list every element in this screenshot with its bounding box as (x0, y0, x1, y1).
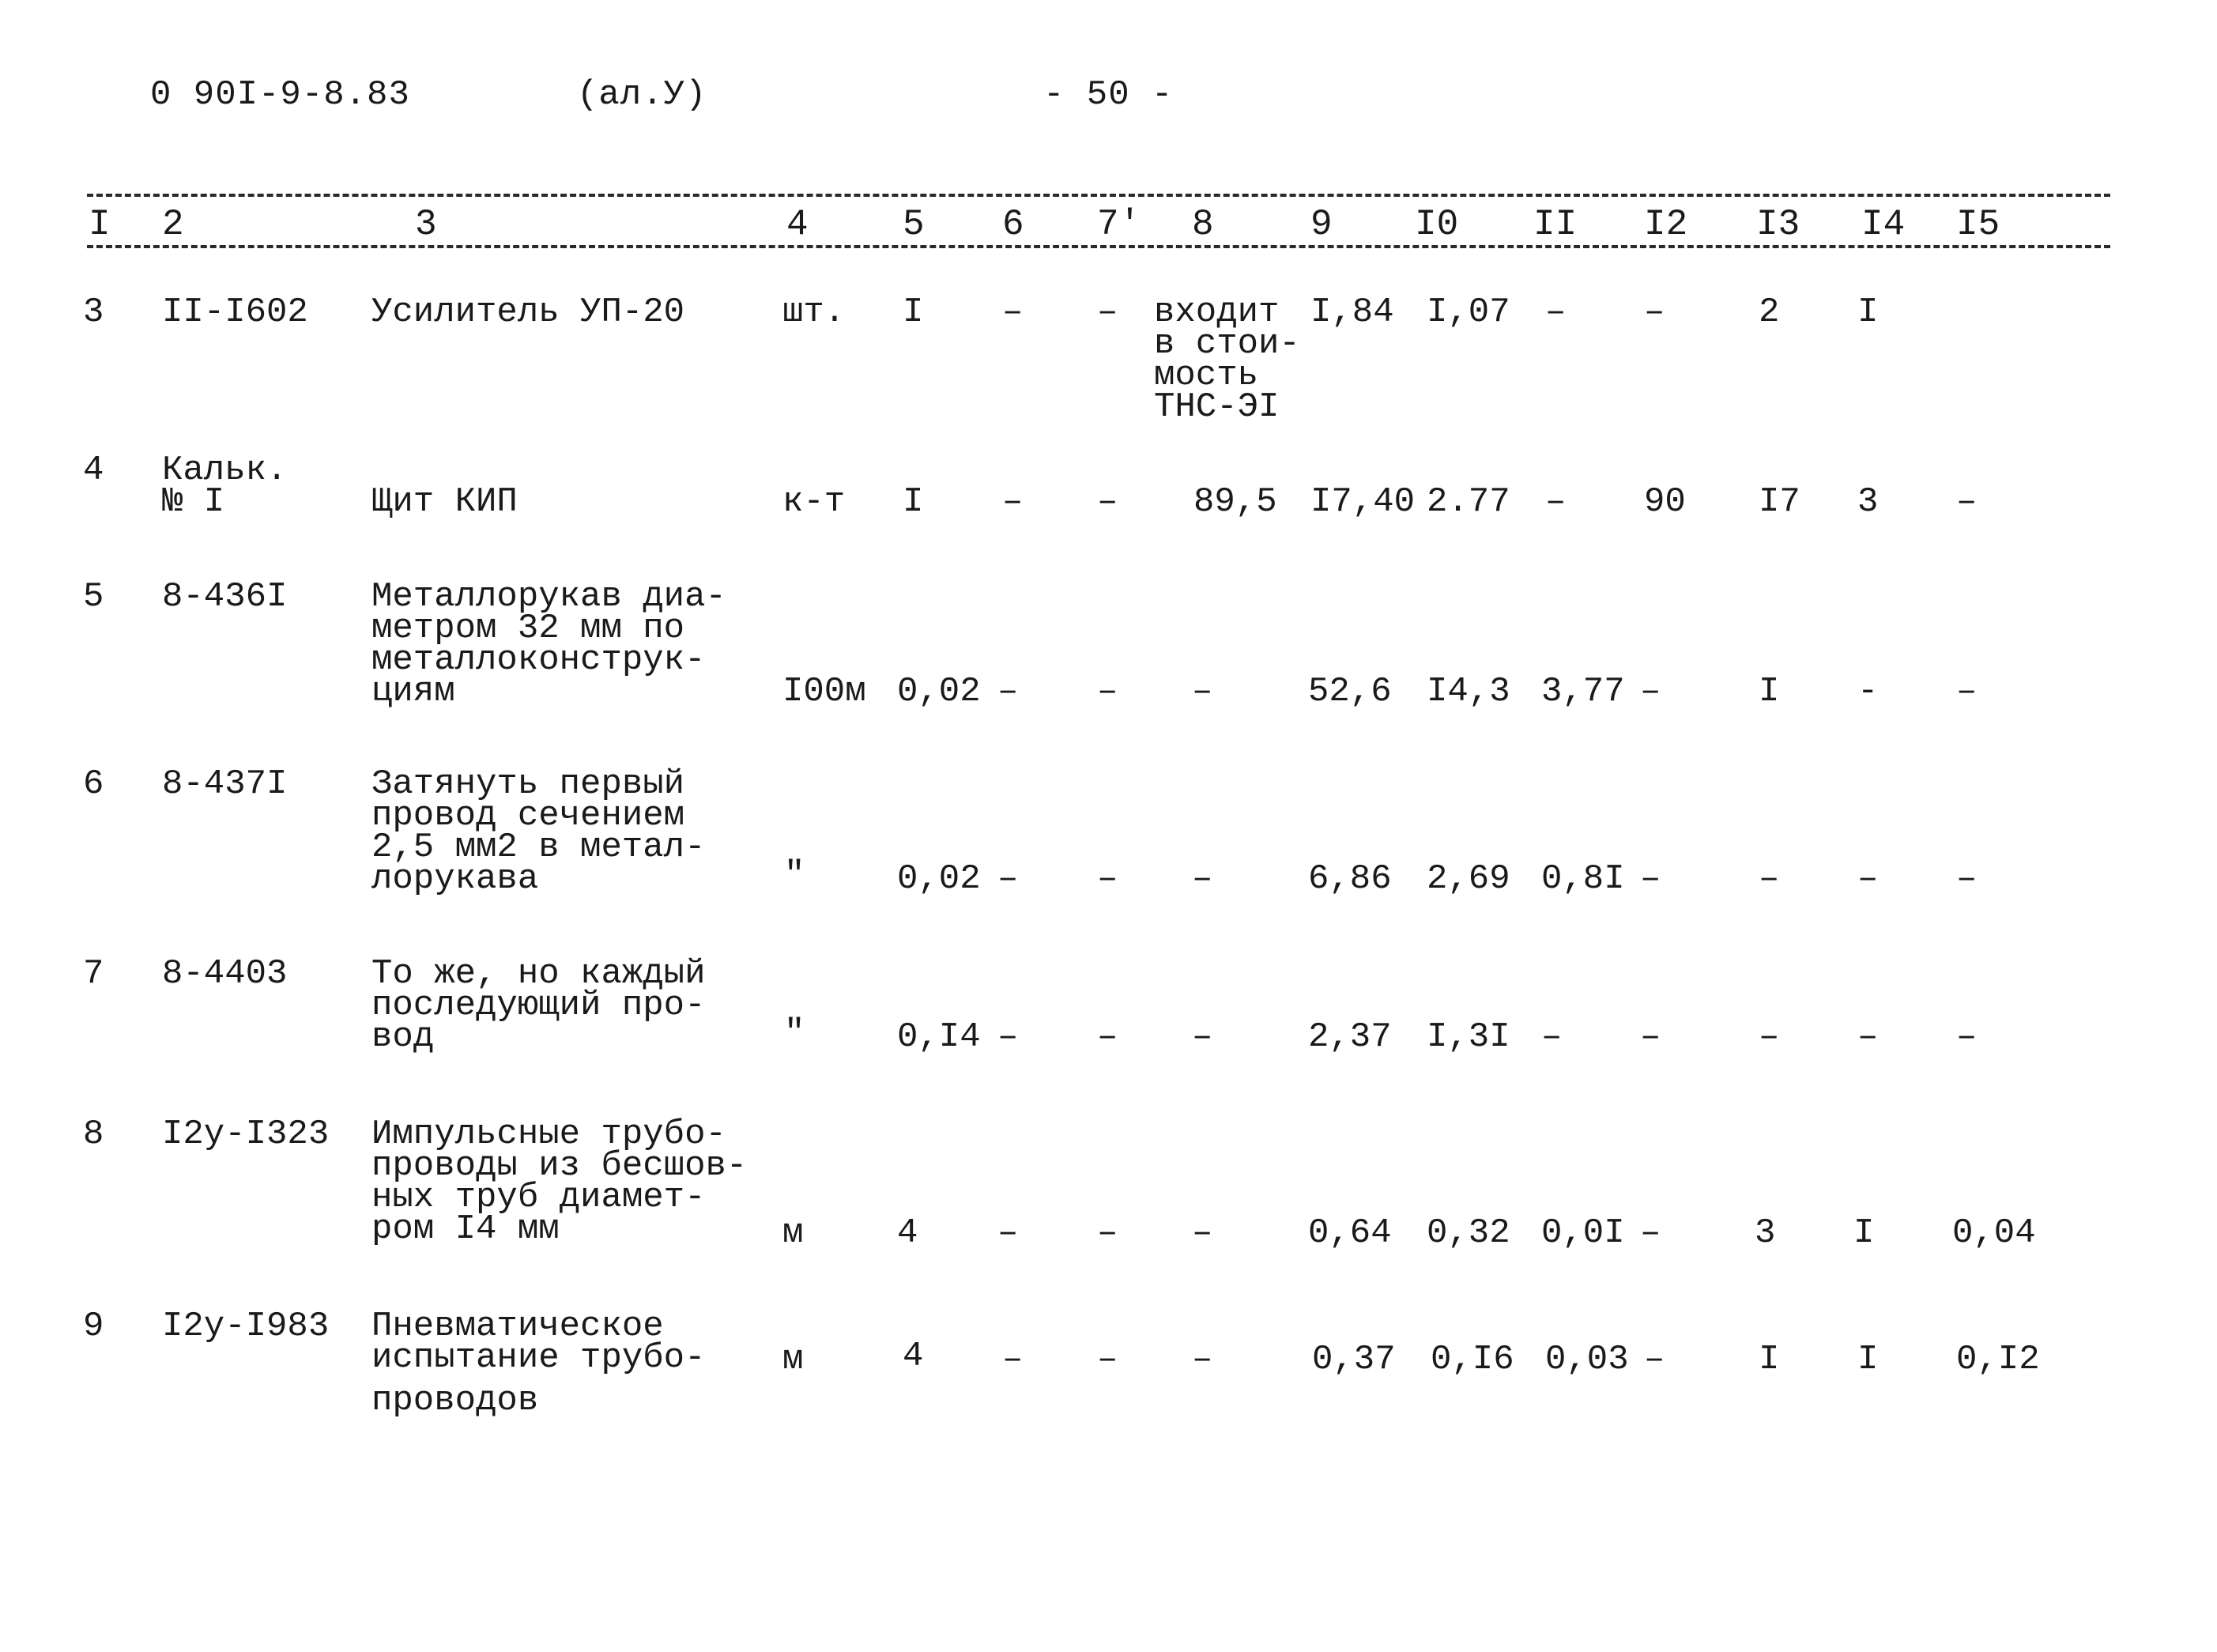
work-description (371, 764, 706, 899)
description-line: проводов (371, 1381, 539, 1420)
col12-value: – (1644, 292, 1665, 332)
col8-value (1154, 292, 1300, 427)
description-line: Металлорукав диа- (371, 577, 726, 617)
col14-value: – (1857, 1017, 1879, 1057)
work-description (371, 954, 706, 1057)
unit: шт. (782, 292, 846, 332)
col14-value: 3 (1857, 482, 1879, 522)
norm-code (162, 1115, 330, 1154)
quantity: 0,I4 (897, 1017, 981, 1057)
col14-value: I (1857, 292, 1879, 332)
description-line: проводы из бесшов- (371, 1146, 748, 1186)
work-description (371, 1115, 748, 1249)
col8-value (1192, 1017, 1213, 1057)
col8-line: – (1192, 859, 1213, 899)
col14-value: - (1857, 672, 1879, 711)
col8-value (1192, 859, 1213, 899)
col10-value: 2.77 (1427, 482, 1510, 522)
column-header: I3 (1756, 204, 1800, 245)
col7-value: – (1097, 482, 1118, 522)
col8-line: в стои- (1154, 324, 1300, 364)
unit: м (782, 1340, 804, 1379)
column-header: 6 (1002, 204, 1024, 245)
col14-value: I (1853, 1213, 1875, 1253)
col10-value: I4,3 (1427, 672, 1510, 711)
unit: " (784, 855, 805, 895)
col8-line: – (1192, 1017, 1213, 1057)
norm-code-line: 8-4403 (162, 954, 288, 994)
column-header: I5 (1956, 204, 2000, 245)
col9-value: 6,86 (1308, 859, 1392, 899)
column-header: 5 (903, 204, 925, 245)
col13-value: I7 (1759, 482, 1800, 522)
description-line: циям (371, 672, 455, 711)
column-header: I0 (1415, 204, 1459, 245)
row-number: 8 (83, 1115, 104, 1154)
quantity: I (903, 482, 924, 522)
col6-value: – (1002, 292, 1024, 332)
col8-line: 89,5 (1193, 482, 1277, 522)
work-description (371, 292, 685, 332)
document-code: 0 90I-9-8.83 (150, 75, 410, 115)
description-line: Пневматическое (371, 1307, 664, 1346)
description-line: Усилитель УП-20 (371, 292, 685, 332)
page-number: - 50 - (1043, 75, 1174, 115)
col6-value: – (997, 672, 1019, 711)
col7-value: – (1097, 1213, 1118, 1253)
quantity: 0,02 (897, 859, 981, 899)
col6-value: – (1002, 482, 1024, 522)
row-number: 4 (83, 451, 104, 490)
col7-value: – (1097, 292, 1118, 332)
row-number: 9 (83, 1307, 104, 1346)
col8-value (1192, 1340, 1213, 1379)
col8-value (1193, 482, 1277, 522)
unit: м (782, 1213, 804, 1253)
col12-value: – (1640, 1213, 1661, 1253)
col8-line: – (1192, 1340, 1213, 1379)
column-header: 3 (415, 204, 437, 245)
col6-value: – (997, 1213, 1019, 1253)
description-line: испытание трубо- (371, 1338, 706, 1378)
row-number: 7 (83, 954, 104, 994)
col11-value: – (1545, 482, 1567, 522)
norm-code-line: I2у-I323 (162, 1115, 330, 1154)
col11-value: – (1541, 1017, 1563, 1057)
norm-code-line: 8-436I (162, 577, 288, 617)
norm-code (162, 577, 288, 617)
col11-value: 0,03 (1545, 1340, 1629, 1379)
column-header: 2 (162, 204, 184, 245)
col15-value: – (1956, 1017, 1978, 1057)
description-line: То же, но каждый (371, 954, 706, 994)
col8-value (1192, 672, 1213, 711)
description-line: провод сечением (371, 796, 685, 835)
col8-line: – (1192, 672, 1213, 711)
col7-value: – (1097, 859, 1118, 899)
norm-code (162, 451, 288, 522)
quantity: I (903, 292, 924, 332)
quantity: 4 (897, 1213, 918, 1253)
column-header: I4 (1861, 204, 1906, 245)
col13-value: – (1759, 859, 1780, 899)
unit: к-т (782, 482, 846, 522)
description-line: ром I4 мм (371, 1209, 560, 1249)
description-line: Импульсные трубо- (371, 1115, 726, 1154)
col10-value: I,3I (1427, 1017, 1510, 1057)
row-number: 3 (83, 292, 104, 332)
col15-value: 0,I2 (1956, 1340, 2040, 1379)
col12-value: 90 (1644, 482, 1686, 522)
col11-value: 0,0I (1541, 1213, 1625, 1253)
col7-value: – (1097, 1017, 1118, 1057)
row-number: 6 (83, 764, 104, 804)
description-line: металлоконструк- (371, 640, 706, 680)
col12-value: – (1640, 859, 1661, 899)
description-line: последующий про- (371, 986, 706, 1025)
col9-value: I7,40 (1310, 482, 1416, 522)
col14-value: – (1857, 859, 1879, 899)
col12-value: – (1640, 1017, 1661, 1057)
column-header: 9 (1310, 204, 1333, 245)
quantity: 4 (903, 1337, 924, 1376)
norm-code (162, 1307, 330, 1346)
description-line: ных труб диамет- (371, 1178, 706, 1217)
col15-value: 0,04 (1952, 1213, 2036, 1253)
column-header: 8 (1192, 204, 1214, 245)
col15-value: – (1956, 859, 1978, 899)
col13-value: I (1759, 1340, 1780, 1379)
column-header: I2 (1644, 204, 1688, 245)
norm-code-line: II-I602 (162, 292, 308, 332)
col9-value: 0,64 (1308, 1213, 1392, 1253)
norm-code-line: 8-437I (162, 764, 288, 804)
description-line: вод (371, 1017, 435, 1057)
col7-value: – (1097, 1340, 1118, 1379)
col10-value: 2,69 (1427, 859, 1510, 899)
column-header: 4 (786, 204, 809, 245)
table-top-rule (87, 194, 2110, 197)
col9-value: 0,37 (1312, 1340, 1396, 1379)
quantity: 0,02 (897, 672, 981, 711)
col14-value: I (1857, 1340, 1879, 1379)
col7-value: – (1097, 672, 1118, 711)
column-header: 7' (1097, 204, 1141, 245)
norm-code-line: Кальк. (162, 451, 288, 490)
col13-value: 2 (1759, 292, 1780, 332)
table-header-rule (87, 245, 2110, 248)
col11-value: 3,77 (1541, 672, 1625, 711)
norm-code-line: № I (162, 482, 225, 522)
column-header: I (89, 204, 111, 245)
col13-value: I (1759, 672, 1780, 711)
col15-value: – (1956, 482, 1978, 522)
description-line: Щит КИП (371, 482, 518, 522)
album-label: (ал.У) (577, 75, 707, 115)
column-header: II (1533, 204, 1578, 245)
col10-value: 0,32 (1427, 1213, 1510, 1253)
work-description (371, 577, 726, 711)
col6-value: – (997, 1017, 1019, 1057)
col11-value: 0,8I (1541, 859, 1625, 899)
unit: " (784, 1013, 805, 1053)
col8-line: – (1192, 1213, 1213, 1253)
col10-value: I,07 (1427, 292, 1510, 332)
description-line: метром 32 мм по (371, 609, 685, 648)
col12-value: – (1640, 672, 1661, 711)
col8-line: мость (1154, 356, 1259, 395)
col8-line: входит (1154, 292, 1280, 332)
description-line: лорукава (371, 859, 539, 899)
norm-code-line: I2у-I983 (162, 1307, 330, 1346)
col6-value: – (1002, 1340, 1024, 1379)
col9-value: 52,6 (1308, 672, 1392, 711)
norm-code (162, 954, 288, 994)
col13-value: – (1759, 1017, 1780, 1057)
col11-value: – (1545, 292, 1567, 332)
col6-value: – (997, 859, 1019, 899)
work-description (371, 1307, 706, 1420)
col13-value: 3 (1755, 1213, 1776, 1253)
col10-value: 0,I6 (1431, 1340, 1514, 1379)
description-line: 2,5 мм2 в метал- (371, 828, 706, 867)
col9-value: I,84 (1310, 292, 1394, 332)
col8-line: ТНС-ЭI (1154, 387, 1280, 427)
description-line: Затянуть первый (371, 764, 685, 804)
col15-value: – (1956, 672, 1978, 711)
norm-code (162, 764, 288, 804)
work-description (371, 482, 518, 522)
col8-value (1192, 1213, 1213, 1253)
row-number: 5 (83, 577, 104, 617)
unit: I00м (782, 672, 866, 711)
col9-value: 2,37 (1308, 1017, 1392, 1057)
norm-code (162, 292, 308, 332)
col12-value: – (1644, 1340, 1665, 1379)
